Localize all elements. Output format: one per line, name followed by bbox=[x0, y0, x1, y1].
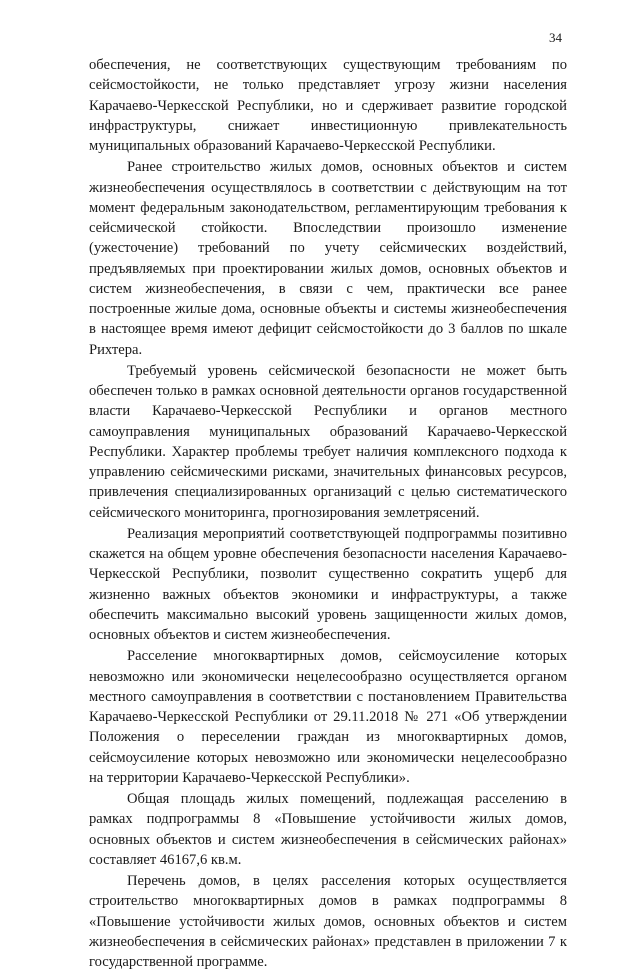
paragraph: Реализация мероприятий соответствующей подпрограммы позитивно скажется на общем уровне обеспечения безопасности населения Карачаево-Черкесской Республики, позволит существенно сократить ущерб для жизненно важных объектов экономики и инфраструктуры, а также обеспечить максимально высокий уровень защищенности жилых домов, основных объектов и систем жизнеобеспечения. bbox=[89, 525, 567, 643]
paragraph-continuation: обеспечения, не соответствующих существующим требованиям по сейсмостойкости, не только представляет угрозу жизни населения Карачаево-Черкесской Республики, но и сдерживает развитие городской инфраструктуры, снижает инвестиционную привлекательность муниципальных образований Карачаево-Черкесской Республики. bbox=[89, 57, 567, 154]
paragraph: Ранее строительство жилых домов, основных объектов и систем жизнеобеспечения осуществлялось в соответствии с действующим на тот момент федеральным законодательством, регламентирующим требования к сейсмической стойкости. Впоследствии произошло изменение (ужесточение) требований по учету сейсмических воздействий, предъявляемых при проектировании жилых домов, основных объектов и систем жизнеобеспечения, в связи с чем, практически все ранее построенные жилые дома, основные объекты и системы жизнеобеспечения в настоящее время имеют дефицит сейсмостойкости до 3 баллов по шкале Рихтера. bbox=[89, 159, 567, 358]
paragraph: Требуемый уровень сейсмической безопасности не может быть обеспечен только в рамках основной деятельности органов государственной власти Карачаево-Черкесской Республики и органов местного самоуправления муниципальных образований Карачаево-Черкесской Республики. Характер проблемы требует наличия комплексного подхода к управлению сейсмическими рисками, значительных финансовых ресурсов, привлечения специализированных организаций с целью систематического сейсмического мониторинга, прогнозирования землетрясений. bbox=[89, 362, 567, 521]
paragraph: Расселение многоквартирных домов, сейсмоусиление которых невозможно или экономически нецелесообразно осуществляется органом местного самоуправления в соответствии с постановлением Правительства Карачаево-Черкесской Республики от 29.11.2018 № 271 «Об утверждении Положения о переселении граждан из многоквартирных домов, сейсмоусиление которых невозможно или экономически нецелесообразно на территории Карачаево-Черкесской Республики». bbox=[89, 648, 567, 786]
page-number: 34 bbox=[549, 30, 562, 45]
page-body bbox=[89, 55, 567, 972]
paragraph: Общая площадь жилых помещений, подлежащая расселению в рамках подпрограммы 8 «Повышение устойчивости жилых домов, основных объектов и систем жизнеобеспечения в сейсмических районах» составляет 46167,6 кв.м. bbox=[89, 791, 567, 868]
paragraph: Перечень домов, в целях расселения которых осуществляется строительство многоквартирных домов в рамках подпрограммы 8 «Повышение устойчивости жилых домов, основных объектов и систем жизнеобеспечения в сейсмических районах» представлен в приложении 7 к государственной программе. bbox=[89, 873, 567, 970]
